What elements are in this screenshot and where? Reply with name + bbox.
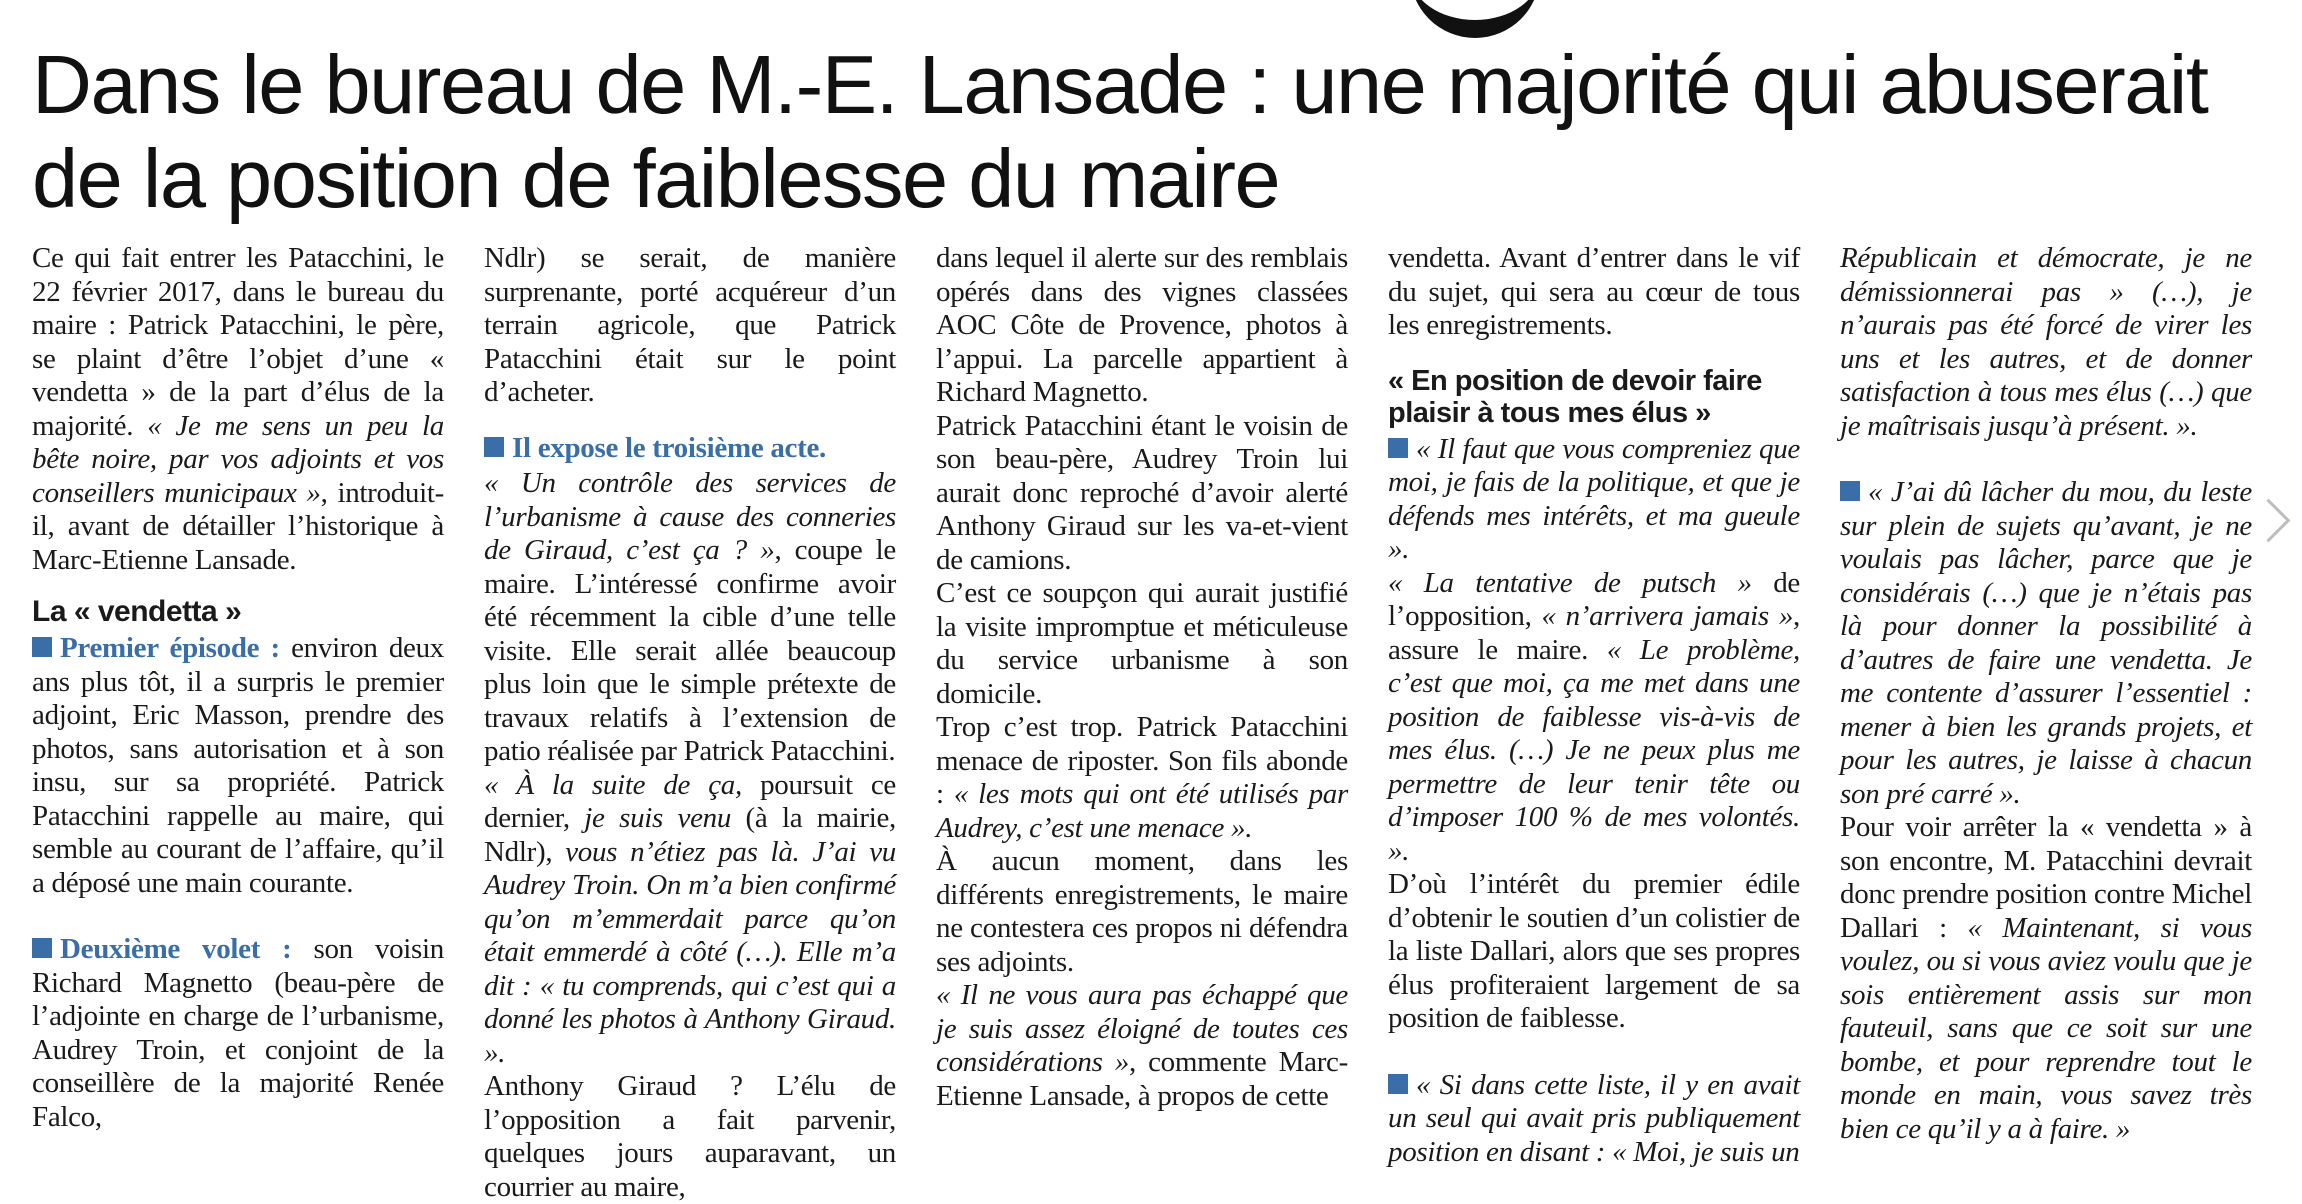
paragraph: « Il ne vous aura pas échappé que je suis assez éloigné de toutes ces considérations », commente Marc-Etienne Lansade, à propos de cette — [936, 979, 1348, 1112]
paragraph: Patrick Patacchini étant le voisin de son beau-père, Audrey Troin lui aurait donc reproché d’avoir alerté Anthony Giraud sur les va-et-vient de camions. — [936, 409, 1348, 576]
paragraph: « Un contrôle des services de l’urbanisme à cause des conneries de Giraud, c’est ça ? », coupe le maire. L’intéressé confirme avoir été récemment la cible d’une telle visite. Elle serait allée beaucoup plus loin que le simple prétexte de travaux relatifs à l’extension de patio réalisée par Patrick Patacchini. — [484, 467, 896, 767]
chevron-right-icon[interactable] — [2247, 499, 2291, 543]
paragraph: Ndlr) se serait, de manière surprenante, porté acquéreur d’un terrain agricole, que Patrick Patacchini était sur le point d’acheter. — [484, 242, 896, 408]
paragraph: « La tentative de putsch » de l’opposition, « n’arrivera jamais », assure le maire. « Le problème, c’est que moi, ça me met dans une position de faiblesse vis-à-vis de mes élus. (…) Je ne peux plus me permettre de leur tenir tête ou d’imposer 100 % de mes volontés. ». — [1388, 566, 1800, 867]
headline: Dans le bureau de M.-E. Lansade : une majorité qui abuserait de la position de faiblesse du maire — [32, 38, 2208, 225]
paragraph: Républicain et démocrate, je ne démissionnerai pas » (…), je n’aurais pas été forcé de virer les uns et les autres, et de donner satisfaction à tous mes élus (…) que je maîtrisais jusqu’à présent. ». — [1840, 242, 2252, 442]
square-bullet-icon — [32, 637, 52, 657]
subheading-vendetta: La « vendetta » — [32, 595, 242, 628]
subheading-troisieme-acte: Il expose le troisième acte. — [484, 432, 896, 466]
paragraph: C’est ce soupçon qui aurait justifié la visite impromptue et méticuleuse du service urbanisme à son domicile. — [936, 577, 1348, 710]
column-5 — [1840, 242, 2252, 1146]
paragraph: Deuxième volet : son voisin Richard Magnetto (beau-père de l’adjointe en charge de l’urbanisme, Audrey Troin, et conjoint de la conseillère de la majorité Renée Falco, — [32, 933, 445, 1133]
paragraph: À aucun moment, dans les différents enregistrements, le maire ne contestera ces propos ni défendra ses adjoints. — [936, 845, 1348, 978]
masthead-fragment — [1410, 0, 1540, 38]
square-bullet-icon — [484, 437, 504, 457]
paragraph: Ce qui fait entrer les Patacchini, le 22 février 2017, dans le bureau du maire : Patrick Patacchini, le père, se plaint d’être l’objet d’une « vendetta » de la part d’élus de la majorité. « Je me sens un peu la bête noire, par vos adjoints et vos conseillers municipaux », introduit-il, avant de détailler l’historique à Marc-Etienne Lansade. — [32, 242, 444, 576]
paragraph: Pour voir arrêter la « vendetta » à son encontre, M. Patacchini devrait donc prendre position contre Michel Dallari : « Maintenant, si vous voulez, ou si vous aviez voulu que je sois entièrement assis sur mon fauteuil, sans que ce soit sur une bombe, et pour reprendre tout le monde en main, vous savez très bien ce qu’il y a à faire. » — [1840, 811, 2252, 1145]
column-2 — [484, 242, 896, 1204]
paragraph: Anthony Giraud ? L’élu de l’opposition a fait parvenir, quelques jours auparavant, un courrier au maire, — [484, 1070, 896, 1203]
square-bullet-icon — [1840, 481, 1860, 501]
square-bullet-icon — [1388, 1074, 1408, 1094]
paragraph: « À la suite de ça, poursuit ce dernier, je suis venu (à la mairie, Ndlr), vous n’étiez pas là. J’ai vu Audrey Troin. On m’a bien confirmé qu’on m’emmerdait parce qu’on était emmerdé à côté (…). Elle m’a dit : « tu comprends, qui c’est qui a donné les photos à Anthony Giraud. ». — [484, 768, 896, 1069]
paragraph: vendetta. Avant d’entrer dans le vif du sujet, qui sera au cœur de tous les enregistrements. — [1388, 242, 1800, 341]
paragraph: dans lequel il alerte sur des remblais opérés dans des vignes classées AOC Côte de Provence, photos à l’appui. La parcelle appartient à Richard Magnetto. — [936, 242, 1348, 408]
subheading-position: « En position de devoir faire plaisir à tous mes élus » — [1388, 364, 1762, 429]
paragraph: « Il faut que vous compreniez que moi, je fais de la politique, et que je défends mes intérêts, et ma gueule ». — [1388, 432, 1800, 565]
square-bullet-icon — [1388, 438, 1408, 458]
paragraph: « J’ai dû lâcher du mou, du leste sur plein de sujets qu’avant, je ne voulais pas lâcher, parce que je considérais (…) que je n’étais pas là pour donner la possibilité à d’autres de faire une vendetta. Je me contente d’assurer l’essentiel : mener à bien les grands projets, et pour les autres, je laisse à chacun son pré carré ». — [1840, 476, 2252, 810]
column-4 — [1388, 242, 1800, 1169]
paragraph: « Si dans cette liste, il y en avait un seul qui avait pris publiquement position en disant : « Moi, je suis un — [1388, 1068, 1800, 1168]
column-1 — [32, 242, 444, 1134]
paragraph: D’où l’intérêt du premier édile d’obtenir le soutien d’un colistier de la liste Dallari, alors que ses propres élus profiteraient largement de sa position de faiblesse. — [1388, 868, 1800, 1034]
paragraph: Premier épisode : environ deux ans plus tôt, il a surpris le premier adjoint, Eric Masson, prendre des photos, sans autorisation et à son insu, sur sa propriété. Patrick Patacchini rappelle au maire, qui semble au courant de l’affaire, qu’il a déposé une main courante. — [32, 632, 444, 899]
column-3 — [936, 242, 1348, 1113]
paragraph: Trop c’est trop. Patrick Patacchini menace de riposter. Son fils abonde : « les mots qui ont été utilisés par Audrey, c’est une menace ». — [936, 711, 1348, 844]
square-bullet-icon — [32, 938, 52, 958]
